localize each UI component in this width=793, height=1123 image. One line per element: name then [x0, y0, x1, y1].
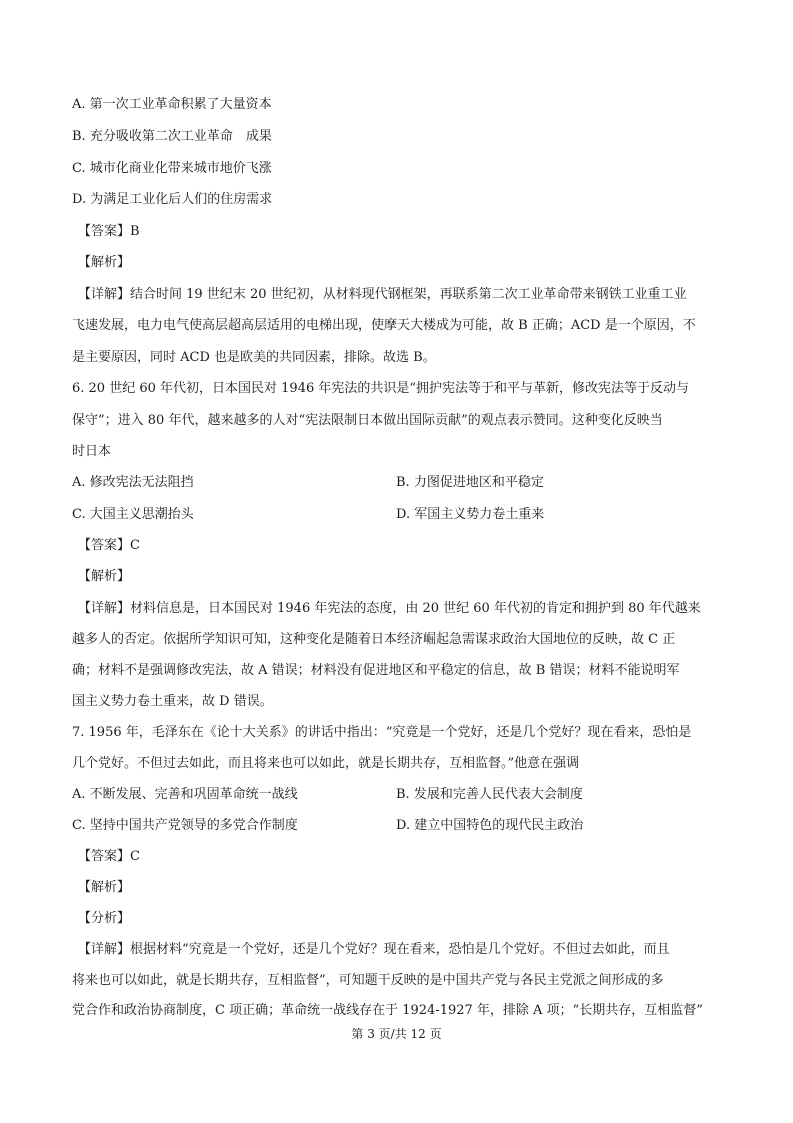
q6-stem-line-2: 保守”；进入 80 年代，越来越多的人对“宪法限制日本做出国际贡献”的观点表示赞同。这种变化反映当	[72, 413, 663, 428]
q5-option-a: A. 第一次工业革命积累了大量资本	[72, 97, 272, 112]
q5-answer: 【答案】B	[78, 224, 140, 239]
q7-option-c: C. 坚持中国共产党领导的多党合作制度	[72, 818, 298, 833]
q5-detail-line-2: 飞速发展，电力电气使高层超高层适用的电梯出现，使摩天大楼成为可能，故 B 正确；ACD 是一个原因，不	[72, 318, 696, 333]
page-footer: 第 3 页/共 12 页	[351, 1027, 442, 1041]
q6-option-c: C. 大国主义思潮抬头	[72, 507, 194, 522]
q7-option-d: D. 建立中国特色的现代民主政治	[396, 818, 584, 833]
q6-option-d: D. 军国主义势力卷土重来	[396, 507, 545, 522]
q7-stem-line-2: 几个党好。不但过去如此，而且将来也可以如此，就是长期共存，互相监督。”他意在强调	[72, 756, 580, 771]
q5-detail-line-3: 是主要原因，同时 ACD 也是欧美的共同因素，排除。故选 B。	[72, 350, 436, 365]
q6-detail-line-4: 国主义势力卷土重来，故 D 错误。	[72, 694, 273, 709]
q6-stem-line-3: 时日本	[72, 444, 112, 459]
q7-fenxi-label: 【分析】	[78, 911, 131, 926]
q7-stem-line-1: 7. 1956 年，毛泽东在《论十大关系》的讲话中指出：“究竟是一个党好，还是几个党好？现在看来，恐怕是	[72, 725, 692, 740]
q7-analysis-label: 【解析】	[78, 880, 131, 895]
q5-option-b: B. 充分吸收第二次工业革命 成果	[72, 129, 272, 144]
q6-analysis-label: 【解析】	[78, 569, 131, 584]
q6-option-b: B. 力图促进地区和平稳定	[396, 475, 544, 490]
q5-detail-line-1: 【详解】结合时间 19 世纪末 20 世纪初，从材料现代钢框架，再联系第二次工业革命带来钢铁工业重工业	[78, 287, 687, 302]
q6-answer: 【答案】C	[78, 538, 140, 553]
q5-analysis-label: 【解析】	[78, 255, 131, 270]
q6-stem-line-1: 6. 20 世纪 60 年代初，日本国民对 1946 年宪法的共识是“拥护宪法等于和平与革新，修改宪法等于反动与	[72, 381, 690, 396]
q7-detail-line-3: 党合作和政治协商制度，C 项正确；革命统一战线存在于 1924-1927 年，排除 A 项；“长期共存，互相监督”	[72, 1003, 703, 1018]
q7-detail-line-2: 将来也可以如此，就是长期共存，互相监督”，可知题干反映的是中国共产党与各民主党派之间形成的多	[72, 973, 664, 988]
q7-detail-line-1: 【详解】根据材料“究竟是一个党好，还是几个党好？现在看来，恐怕是几个党好。不但过去如此，而且	[78, 942, 670, 957]
q6-detail-line-1: 【详解】材料信息是，日本国民对 1946 年宪法的态度，由 20 世纪 60 年代初的肯定和拥护到 80 年代越来	[78, 601, 701, 616]
q5-option-d: D. 为满足工业化后人们的住房需求	[72, 192, 273, 207]
q7-option-a: A. 不断发展、完善和巩固革命统一战线	[72, 787, 298, 802]
q7-option-b: B. 发展和完善人民代表大会制度	[396, 787, 583, 802]
q7-answer: 【答案】C	[78, 849, 140, 864]
q6-detail-line-2: 越多人的否定。依据所学知识可知，这种变化是随着日本经济崛起急需谋求政治大国地位的反映，故 C 正	[72, 632, 676, 647]
q6-option-a: A. 修改宪法无法阻挡	[72, 475, 194, 490]
q5-option-c: C. 城市化商业化带来城市地价飞涨	[72, 161, 272, 176]
q6-detail-line-3: 确；材料不是强调修改宪法，故 A 错误；材料没有促进地区和平稳定的信息，故 B 错误；材料不能说明军	[72, 663, 680, 678]
